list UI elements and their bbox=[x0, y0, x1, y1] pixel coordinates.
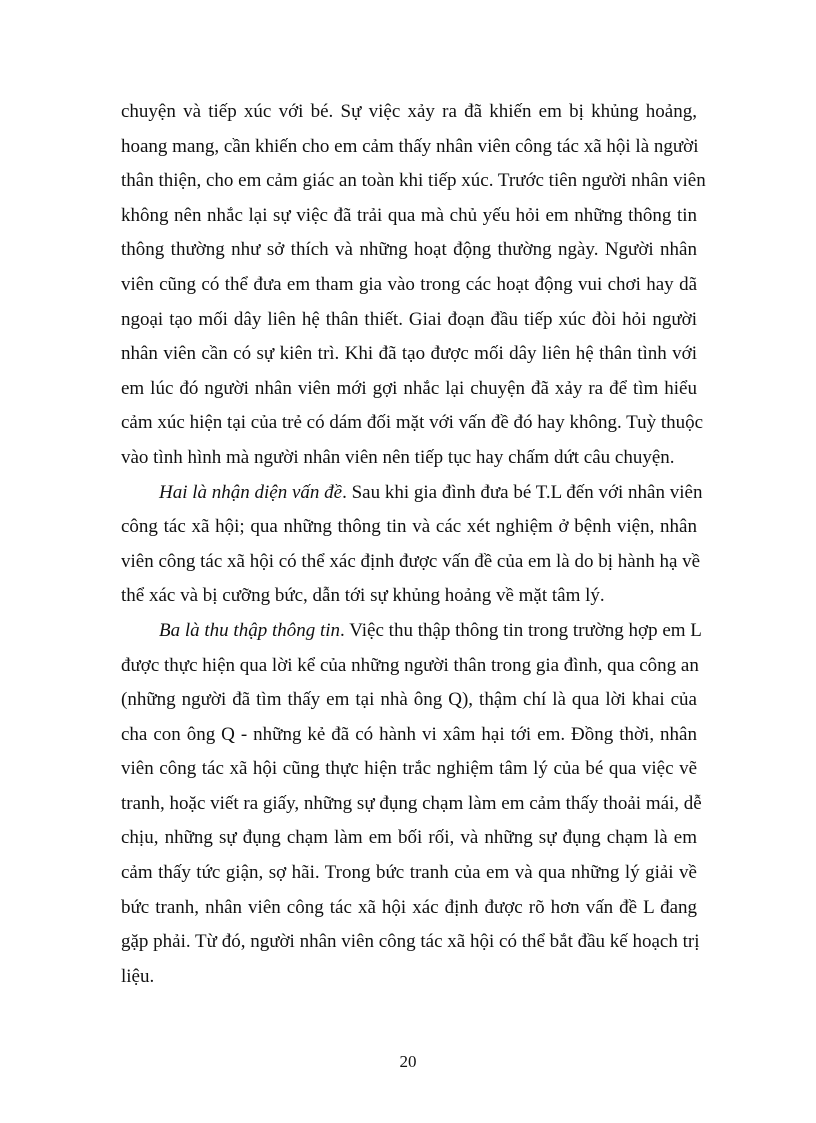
paragraph-3 bbox=[121, 614, 702, 995]
text-line: tranh, hoặc viết ra giấy, những sự đụng chạm làm em cảm thấy thoải mái, dễ bbox=[121, 792, 702, 814]
text-line: bức tranh, nhân viên công tác xã hội xác định được rõ hơn vấn đề L đang bbox=[121, 896, 697, 918]
text-line: được thực hiện qua lời kể của những người thân trong gia đình, qua công an bbox=[121, 654, 699, 676]
text-line: thể xác và bị cưỡng bức, dẫn tới sự khủng hoảng về mặt tâm lý. bbox=[121, 585, 605, 607]
italic-heading: Hai là nhận diện vấn đề bbox=[159, 481, 343, 503]
page-number: 20 bbox=[399, 1052, 417, 1071]
text-line: cảm xúc hiện tại của trẻ có dám đối mặt với vấn đề đó hay không. Tuỳ thuộc bbox=[121, 412, 704, 434]
text-line: hoang mang, cần khiến cho em cảm thấy nhân viên công tác xã hội là người bbox=[121, 135, 699, 157]
text-line: vào tình hình mà người nhân viên nên tiếp tục hay chấm dứt câu chuyện. bbox=[121, 446, 675, 468]
text-line: thông thường như sở thích và những hoạt động thường ngày. Người nhân bbox=[121, 239, 697, 261]
text-line-first bbox=[121, 614, 702, 649]
body-text bbox=[121, 95, 706, 994]
text-line: thân thiện, cho em cảm giác an toàn khi tiếp xúc. Trước tiên người nhân viên bbox=[121, 170, 706, 192]
text-run: . Việc thu thập thông tin trong trường hợp em L bbox=[340, 619, 702, 641]
text-line: cha con ông Q - những kẻ đã có hành vi xâm hại tới em. Đồng thời, nhân bbox=[121, 723, 697, 745]
text-line-first bbox=[121, 476, 703, 511]
paragraph-1 bbox=[121, 95, 706, 476]
text-line: chuyện và tiếp xúc với bé. Sự việc xảy ra đã khiến em bị khủng hoảng, bbox=[121, 101, 697, 122]
text-line: (những người đã tìm thấy em tại nhà ông Q), thậm chí là qua lời khai của bbox=[121, 689, 697, 711]
text-line: nhân viên cần có sự kiên trì. Khi đã tạo được mối dây liên hệ thân tình với bbox=[121, 343, 697, 365]
text-line: viên cũng có thể đưa em tham gia vào trong các hoạt động vui chơi hay dã bbox=[121, 273, 697, 295]
text-line: em lúc đó người nhân viên mới gợi nhắc lại chuyện đã xảy ra để tìm hiểu bbox=[121, 377, 697, 399]
italic-heading: Ba là thu thập thông tin bbox=[159, 619, 341, 641]
text-line: không nên nhắc lại sự việc đã trải qua mà chủ yếu hỏi em những thông tin bbox=[121, 204, 697, 226]
text-line: liệu. bbox=[121, 965, 155, 987]
text-line: gặp phải. Từ đó, người nhân viên công tác xã hội có thể bắt đầu kế hoạch trị bbox=[121, 931, 700, 953]
paragraph-2 bbox=[121, 476, 703, 614]
text-line: công tác xã hội; qua những thông tin và các xét nghiệm ở bệnh viện, nhân bbox=[121, 516, 697, 538]
text-line: ngoại tạo mối dây liên hệ thân thiết. Giai đoạn đầu tiếp xúc đòi hỏi người bbox=[121, 308, 697, 330]
text-line: viên công tác xã hội có thể xác định được vấn đề của em là do bị hành hạ về bbox=[121, 550, 701, 572]
text-line: viên công tác xã hội cũng thực hiện trắc nghiệm tâm lý của bé qua việc vẽ bbox=[121, 758, 697, 780]
text-line: cảm thấy tức giận, sợ hãi. Trong bức tranh của em và qua những lý giải về bbox=[121, 862, 697, 884]
text-line: chịu, những sự đụng chạm làm em bối rối, và những sự đụng chạm là em bbox=[121, 827, 697, 849]
text-run: . Sau khi gia đình đưa bé T.L đến với nhân viên bbox=[342, 481, 703, 503]
